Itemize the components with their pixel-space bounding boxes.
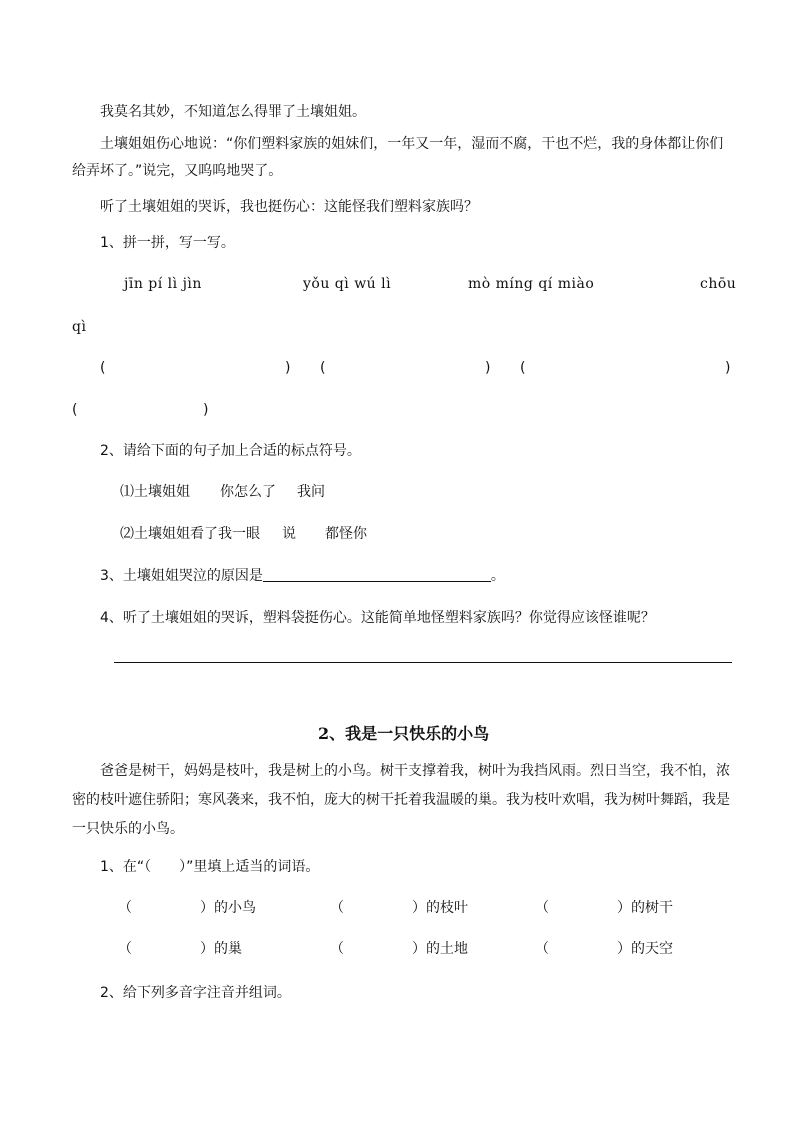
fill-bracket-open-r2c3: （ <box>535 941 549 957</box>
fill-bracket-open-r1c1: （ <box>118 900 132 916</box>
answer-bracket-open-2: ( <box>320 360 326 376</box>
q2-sentence1-part3: 我问 <box>297 484 325 500</box>
pinyin-4a: chōu <box>700 276 737 292</box>
fill-text-r2c2: ）的土地 <box>412 941 468 957</box>
answer-bracket-close-2: ) <box>485 360 491 376</box>
answer-bracket-open-3: ( <box>520 360 526 376</box>
section2-paragraph-line-1: 爸爸是树干，妈妈是枝叶，我是树上的小鸟。树干支撑着我，树叶为我挡风雨。烈日当空，我不怕，浓 <box>100 763 730 779</box>
section2-paragraph-line-2: 密的枝叶遮住骄阳；寒风袭来，我不怕，庞大的树干托着我温暖的巢。我为枝叶欢唱，我为树叶舞蹈，我是 <box>72 792 730 808</box>
passage1-paragraph-3: 听了土壤姐姐的哭诉，我也挺伤心：这能怪我们塑料家族吗？ <box>100 199 478 215</box>
question3-prefix: 3、土壤姐姐哭泣的原因是 <box>100 568 263 584</box>
question3 <box>100 566 505 586</box>
question1-label: 1、拼一拼，写一写。 <box>100 235 235 251</box>
fill-text-r1c3: ）的树干 <box>617 900 673 916</box>
q2-sentence2-part1: ⑵土壤姐姐看了我一眼 <box>120 526 260 542</box>
fill-text-r1c1: ）的小鸟 <box>200 900 256 916</box>
section2-question2-label: 2、给下列多音字注音并组词。 <box>100 985 291 1001</box>
q2-sentence2-part2: 说 <box>282 526 296 542</box>
fill-bracket-open-r2c2: （ <box>330 941 344 957</box>
fill-bracket-open-r1c2: （ <box>330 900 344 916</box>
fill-text-r2c1: ）的巢 <box>200 941 242 957</box>
passage1-paragraph-1: 我莫名其妙，不知道怎么得罪了土壤姐姐。 <box>100 104 366 120</box>
answer-bracket-close-3: ) <box>725 360 731 376</box>
question4-label: 4、听了土壤姐姐的哭诉，塑料袋挺伤心。这能简单地怪塑料家族吗？你觉得应该怪谁呢？ <box>100 610 655 626</box>
question2-label: 2、请给下面的句子加上合适的标点符号。 <box>100 443 361 459</box>
fill-bracket-open-r1c3: （ <box>535 900 549 916</box>
pinyin-3: mò míng qí miào <box>468 276 595 292</box>
section2-paragraph-line-3: 一只快乐的小鸟。 <box>72 821 184 837</box>
question4-answer-line[interactable] <box>114 662 732 663</box>
q2-sentence1-part2: 你怎么了 <box>220 484 276 500</box>
answer-bracket-close-4: ) <box>203 402 209 418</box>
pinyin-4b: qì <box>72 319 87 335</box>
fill-text-r2c3: ）的天空 <box>617 941 673 957</box>
pinyin-1: jīn pí lì jìn <box>124 276 202 292</box>
pinyin-2: yǒu qì wú lì <box>303 276 392 292</box>
fill-text-r1c2: ）的枝叶 <box>412 900 468 916</box>
section2-question1-label: 1、在“（ ）”里填上适当的词语。 <box>100 859 320 875</box>
answer-bracket-close-1: ) <box>285 360 291 376</box>
section2-title: 2、我是一只快乐的小鸟 <box>318 724 490 743</box>
question3-suffix: 。 <box>490 568 505 584</box>
q2-sentence1-part1: ⑴土壤姐姐 <box>120 484 190 500</box>
answer-bracket-open-1: ( <box>100 360 106 376</box>
question3-answer-blank[interactable] <box>263 567 491 582</box>
answer-bracket-open-4: ( <box>72 402 78 418</box>
passage1-paragraph-2-line-1: 土壤姐姐伤心地说：“你们塑料家族的姐妹们，一年又一年，湿而不腐，干也不烂，我的身体都让你们 <box>100 136 724 152</box>
fill-bracket-open-r2c1: （ <box>118 941 132 957</box>
q2-sentence2-part3: 都怪你 <box>325 526 367 542</box>
passage1-paragraph-2-line-2: 给弄坏了。”说完，又呜呜地哭了。 <box>72 163 283 179</box>
